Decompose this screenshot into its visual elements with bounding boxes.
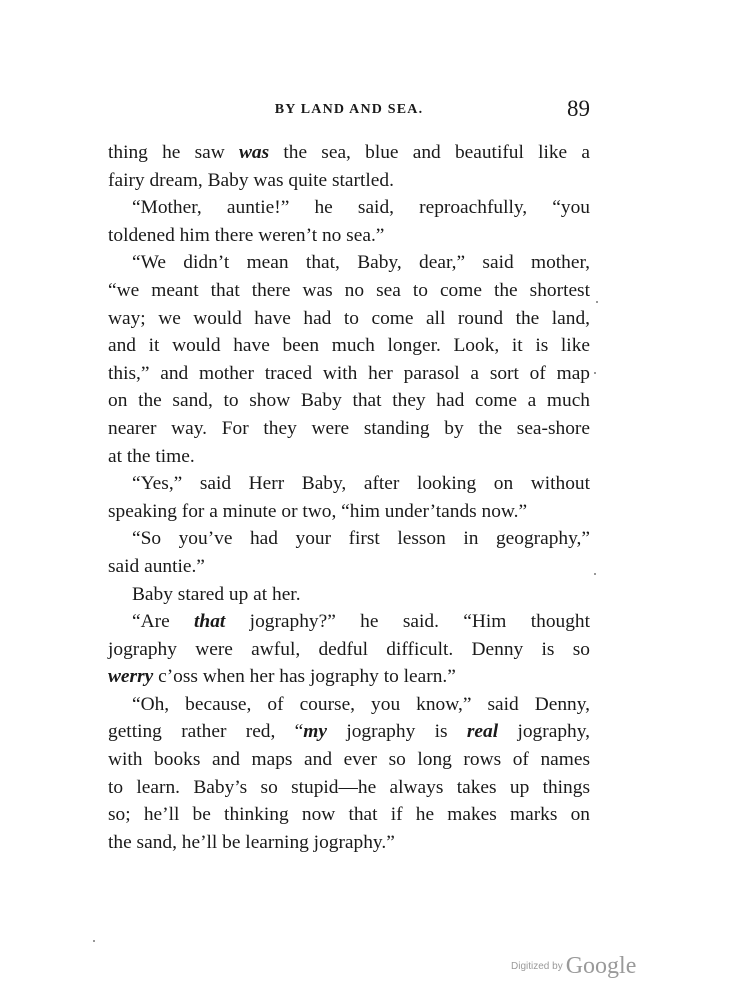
text-line: “Yes,” said Herr Baby, after looking on without <box>132 473 590 495</box>
emphasis: was <box>238 142 270 163</box>
running-title: BY LAND AND SEA. <box>274 102 424 117</box>
paper-speck <box>596 301 598 303</box>
text-line: to learn. Baby’s so stupid—he always takes up things <box>108 776 590 798</box>
text-line: Baby stared up at her. <box>132 583 301 605</box>
text-line: “Are that jography?” he said. “Him thought <box>132 611 590 633</box>
text-line: speaking for a minute or two, “him under’tands now.” <box>108 500 528 522</box>
text-line: said auntie.” <box>108 555 205 577</box>
emphasis: that <box>194 611 226 633</box>
body-text <box>108 139 590 856</box>
google-logo: Google <box>565 953 637 979</box>
text-line: on the sand, to show Baby that they had come a much <box>108 390 590 412</box>
text-line: fairy dream, Baby was quite startled. <box>108 169 394 191</box>
text-line: “So you’ve had your first lesson in geography,” <box>132 528 590 550</box>
digitized-by-label: Digitized by <box>511 961 563 972</box>
text-line: this,” and mother traced with her parasol a sort of map <box>108 362 590 384</box>
text-line: so; he’ll be thinking now that if he makes marks on <box>108 804 590 826</box>
paper-speck <box>594 372 596 374</box>
text-line: jography were awful, dedful difficult. Denny is so <box>108 638 590 660</box>
text-line: “Oh, because, of course, you know,” said Denny, <box>132 693 590 715</box>
paper-speck <box>93 940 95 942</box>
text-line: at the time. <box>108 445 195 467</box>
google-watermark <box>511 953 661 987</box>
text-line: with books and maps and ever so long rows of names <box>108 749 590 771</box>
text-line: toldened him there weren’t no sea.” <box>108 224 385 246</box>
text-line: “We didn’t mean that, Baby, dear,” said mother, <box>132 252 590 274</box>
page-number: 89 <box>567 96 590 121</box>
emphasis: real <box>466 721 499 743</box>
text-line: the sand, he’ll be learning jography.” <box>108 831 395 853</box>
text-line: way; we would have had to come all round the land, <box>108 307 590 329</box>
page-header <box>108 96 590 128</box>
text-line: “we meant that there was no sea to come the shortest <box>108 279 590 301</box>
text-line: werry c’oss when her has jography to learn.” <box>108 666 456 688</box>
paper-speck <box>594 573 596 575</box>
text-line: nearer way. For they were standing by the sea-shore <box>108 417 590 439</box>
text-line: thing he saw was the sea, blue and beautiful like a <box>108 142 590 163</box>
emphasis: werry <box>108 666 154 688</box>
text-line: “Mother, auntie!” he said, reproachfully, “you <box>132 197 590 219</box>
text-line: and it would have been much longer. Look, it is like <box>108 335 590 357</box>
text-line: getting rather red, “my jography is real jography, <box>108 721 590 743</box>
emphasis: my <box>303 721 327 743</box>
